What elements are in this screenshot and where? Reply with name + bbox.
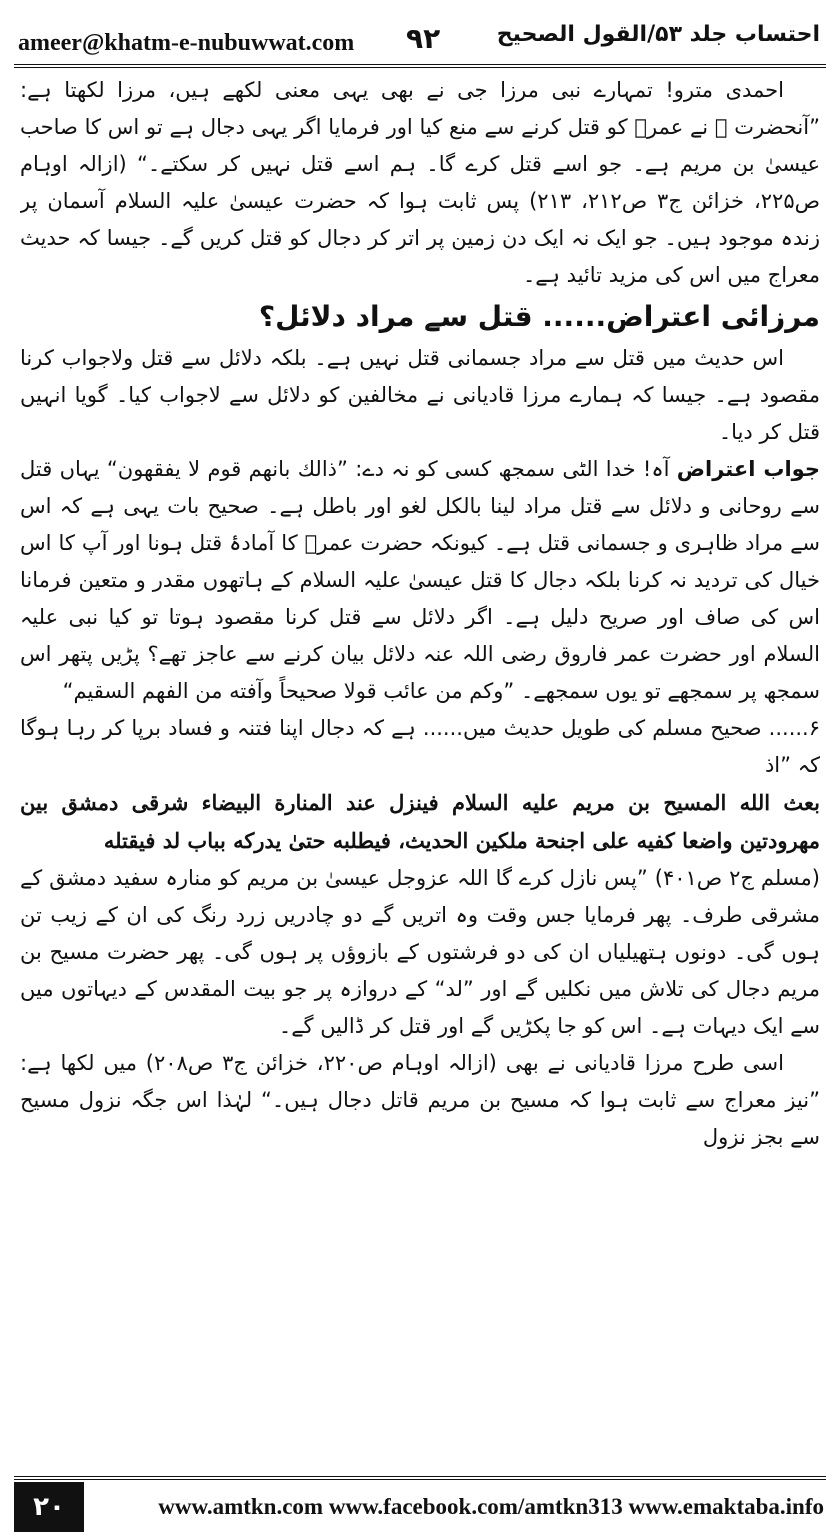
- header-page-number: ٩٢: [406, 22, 441, 55]
- paragraph-2: اس حدیث میں قتل سے مراد جسمانی قتل نہیں ہے۔ بلکہ دلائل سے قتل ولاجواب کرنا مقصود ہے۔ جیسا کہ ہمارے مرزا قادیانی نے مخالفین کو دلائل سے لاجواب کیا۔ گویا انہیں قتل کر دیا۔: [20, 346, 820, 444]
- paragraph-4: اسی طرح مرزا قادیانی نے بھی (ازالہ اوہام ص۲۲۰، خزائن ج۳ ص۲۰۸) میں لکھا ہے: ”نیز معراج سے ثابت ہوا کہ مسیح بن مریم قاتل دجال ہیں۔“ لہٰذا اس جگہ نزول مسیح سے بجز نزول: [20, 1051, 820, 1149]
- page-body: [20, 72, 820, 1442]
- arabic-hadith-quote: بعث الله المسيح بن مريم عليه السلام فينزل عند المنارة البيضاء شرقى دمشق بين مهرودتين واضعا كفيه على اجنحة ملكين الحديث، فيطلبه حتىٰ يدركه بباب لد فيقتله: [20, 790, 820, 853]
- footer-page-tab: ٢٠: [14, 1482, 84, 1532]
- section-heading: مرزائی اعتراض...... قتل سے مراد دلائل؟: [258, 300, 820, 333]
- header-email: ameer@khatm-e-nubuwwat.com: [18, 30, 355, 56]
- header-book-title: احتساب جلد ۵۳/القول الصحیح: [496, 22, 820, 47]
- answer-paragraph: [20, 451, 820, 710]
- paragraph-1: احمدی مترو! تمہارے نبی مرزا جی نے بھی یہی معنی لکھے ہیں، مرزا لکھتا ہے: ”آنحضرت ﷺ نے عمرؓ کو قتل کرنے سے منع کیا اور فرمایا اگر یہی دجال ہے تو اس کا صاحب عیسیٰ بن مریم ہے۔ جو اسے قتل کرے گا۔ ہم اسے قتل نہیں کر سکتے۔“ (ازالہ اوہام ص۲۲۵، خزائن ج۳ ص۲۱۲، ۲۱۳) پس ثابت ہوا کہ حضرت عیسیٰ علیہ السلام آسمان پر زندہ موجود ہیں۔ جو ایک نہ ایک دن زمین پر اتر کر دجال کو قتل کریں گے۔ جیسا کہ حدیث معراج میں اس کی مزید تائید ہے۔: [20, 78, 820, 287]
- answer-label: جواب اعتراض: [676, 457, 820, 481]
- paragraph-3-rest: (مسلم ج۲ ص۴۰۱) ”پس نازل کرے گا اللہ عزوجل عیسیٰ بن مریم کو منارہ سفید دمشق کے مشرقی طرف۔ پھر فرمایا جس وقت وہ اتریں گے دو چادریں زرد رنگ کی ان کے زیب تن ہوں گی۔ دونوں ہتھیلیاں ان کی دو فرشتوں کے بازوؤں پر ہوں گی۔ پھر حضرت مسیح بن مریم دجال کی تلاش میں نکلیں گے اور ”لد“ کے دروازہ پر جو بیت المقدس کے دیہاتوں میں سے ایک دیہات ہے۔ اس کو جا پکڑیں گے اور قتل کر ڈالیں گے۔: [20, 866, 820, 1038]
- footer-rule: [14, 1476, 826, 1480]
- answer-body: آہ! خدا الٹی سمجھ کسی کو نہ دے: ”ذالك بانهم قوم لا يفقهون“ یہاں قتل سے روحانی و دلائل سے قتل مراد لینا بالکل لغو اور باطل ہے۔ صحیح بات یہی ہے کہ اس سے مراد ظاہری و جسمانی قتل ہے۔ کیونکہ حضرت عمرؓ کا آمادۂ قتل ہونا اور آپ کا اس خیال کی تردید نہ کرنا بلکہ دجال کا قتل عیسیٰ علیہ السلام کے ہاتھوں مقدر و متعین فرمانا اس کی صاف اور صریح دلیل ہے۔ اگر دلائل سے قتل کرنا مقصود ہوتا تو کیا نبی علیہ السلام اور حضرت عمر فاروق رضی اللہ عنہ دلائل بیان کرنے سے عاجز تھے؟ پڑیں پتھر اس سمجھ پر سمجھے تو یوں سمجھے۔ ”وكم من عائب قولا صحيحاً وآفته من الفهم السقيم“: [20, 457, 820, 703]
- paragraph-3-intro: ۶...... صحیح مسلم کی طویل حدیث میں...... ہے کہ دجال اپنا فتنہ و فساد برپا کر رہا ہوگا کہ ”اذ: [20, 716, 820, 777]
- page-header: [14, 10, 826, 62]
- header-rule: [14, 64, 826, 68]
- footer-links: www.amtkn.com www.facebook.com/amtkn313 www.emaktaba.info: [158, 1494, 824, 1519]
